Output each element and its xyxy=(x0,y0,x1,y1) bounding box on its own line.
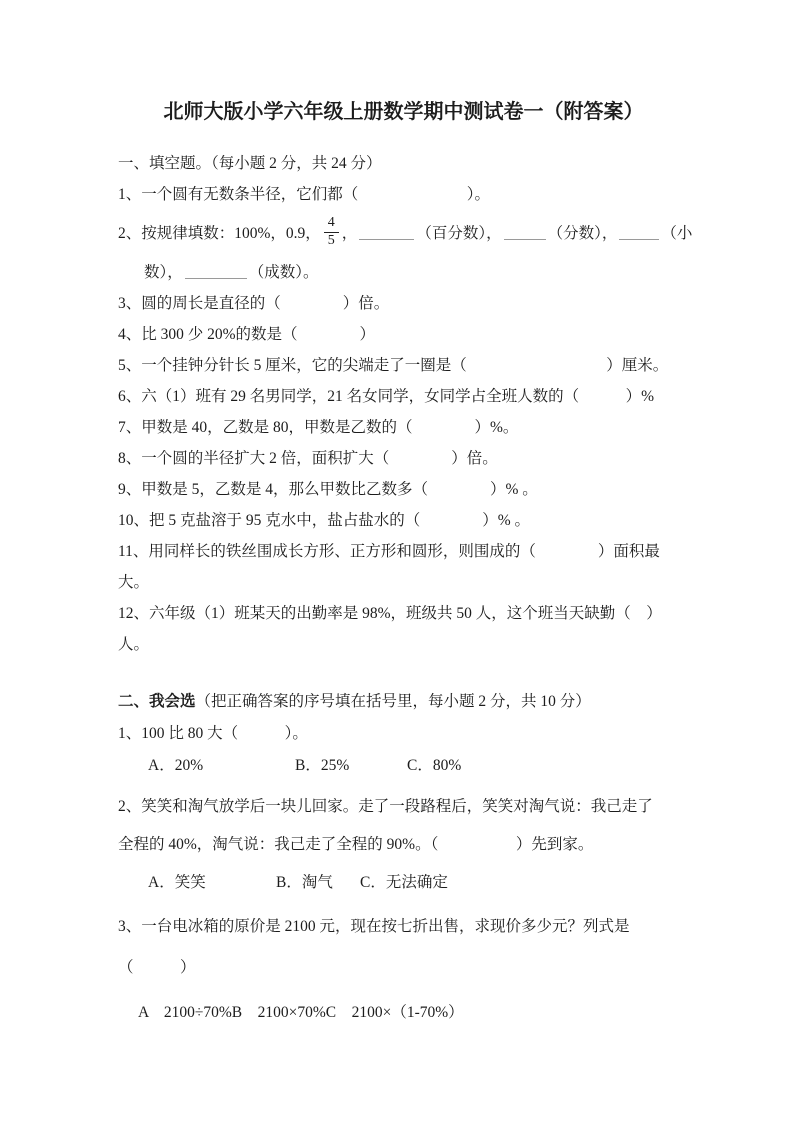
fill-item-2-seg1: （百分数）， xyxy=(416,225,502,242)
fill-item-11-line-2: 大。 xyxy=(118,574,150,591)
fill-item-10: 10、把 5 克盐溶于 95 克水中，盐占盐水的（ ）% 。 xyxy=(118,512,531,529)
blank-line-fraction xyxy=(504,227,546,240)
fill-item-9: 9、甲数是 5，乙数是 4，那么甲数比乙数多（ ）% 。 xyxy=(118,481,538,498)
choice-q3-stem-line-1: 3、一台电冰箱的原价是 2100 元，现在按七折出售，求现价多少元？列式是 xyxy=(118,918,630,935)
choice-q2-option-b: B．淘气 xyxy=(276,874,333,891)
choice-q3-option-a: A 2100÷70% xyxy=(138,1004,232,1021)
choice-q1-option-b: B．25% xyxy=(295,757,350,774)
fill-item-2-line2-post: （成数）。 xyxy=(248,264,319,281)
section-fill-in-blanks xyxy=(118,148,693,660)
fill-item-7: 7、甲数是 40，乙数是 80，甲数是乙数的（ ）%。 xyxy=(118,419,519,436)
fill-item-6: 6、六（1）班有 29 名男同学，21 名女同学，女同学占全班人数的（ ）% xyxy=(118,388,655,405)
fill-item-2-comma: ， xyxy=(341,225,358,242)
choice-q1-option-a: A．20% xyxy=(148,757,204,774)
choice-q3-options xyxy=(118,990,689,1036)
choice-q3-option-b: B 2100×70% xyxy=(231,1004,326,1021)
choice-q2-stem-line-1: 2、笑笑和淘气放学后一块儿回家。走了一段路程后，笑笑对淘气说：我己走了 xyxy=(118,798,653,815)
fill-item-2-seg2: （分数）， xyxy=(547,225,618,242)
fraction-denominator: 5 xyxy=(327,232,335,248)
fill-item-12-line-1: 12、六年级（1）班某天的出勤率是 98%，班级共 50 人，这个班当天缺勤（ ） xyxy=(118,605,662,622)
blank-line-decimal xyxy=(619,227,659,240)
section2-heading xyxy=(118,686,689,718)
fill-item-2-pre: 2、按规律填数：100%，0.9， xyxy=(118,225,321,242)
choice-q3-option-c: C 2100×（1-70%） xyxy=(325,1004,464,1021)
section1-heading: 一、填空题。（每小题 2 分，共 24 分） xyxy=(118,155,382,172)
choice-q2-option-c: C．无法确定 xyxy=(360,874,448,891)
section2-heading-note: （把正确答案的序号填在括号里，每小题 2 分，共 10 分） xyxy=(195,693,591,710)
fill-item-2-seg3: （小 xyxy=(661,225,693,242)
section2-heading-title: 二、我会选 xyxy=(118,693,196,710)
fraction-four-fifths xyxy=(324,216,339,248)
blank-line-percent xyxy=(359,227,414,240)
blank-line-chengshu xyxy=(185,266,247,279)
choice-q2-options xyxy=(118,864,689,902)
fill-item-3: 3、圆的周长是直径的（ ）倍。 xyxy=(118,295,390,312)
fill-item-5: 5、一个挂钟分针长 5 厘米，它的尖端走了一圈是（ ）厘米。 xyxy=(118,357,669,374)
fill-item-1: 1、一个圆有无数条半径，它们都（ ）。 xyxy=(118,186,491,203)
fill-item-11-line-1: 11、用同样长的铁丝围成长方形、正方形和圆形，则围成的（ ）面积最 xyxy=(118,543,660,560)
fraction-numerator: 4 xyxy=(324,216,339,233)
choice-q1-options xyxy=(118,750,689,782)
fill-item-2-line2-pre: 数）， xyxy=(144,264,183,281)
page-title: 北师大版小学六年级上册数学期中测试卷一（附答案） xyxy=(163,101,644,123)
fill-item-4: 4、比 300 少 20%的数是（ ） xyxy=(118,326,376,343)
choice-q3-stem-line-2: （ ） xyxy=(118,959,196,976)
choice-q2-option-a: A．笑笑 xyxy=(148,874,206,891)
fill-item-8: 8、一个圆的半径扩大 2 倍，面积扩大（ ）倍。 xyxy=(118,450,498,467)
choice-q1-option-c: C．80% xyxy=(407,757,462,774)
fill-item-12-line-2: 人。 xyxy=(118,636,150,653)
fill-item-2-line-2 xyxy=(118,257,689,288)
section-multiple-choice xyxy=(118,686,689,1036)
fill-item-2-line-1 xyxy=(118,210,693,257)
choice-q1-stem: 1、100 比 80 大（ ）。 xyxy=(118,725,308,742)
choice-q2-stem-line-2: 全程的 40%，淘气说：我己走了全程的 90%。（ ）先到家。 xyxy=(118,836,594,853)
